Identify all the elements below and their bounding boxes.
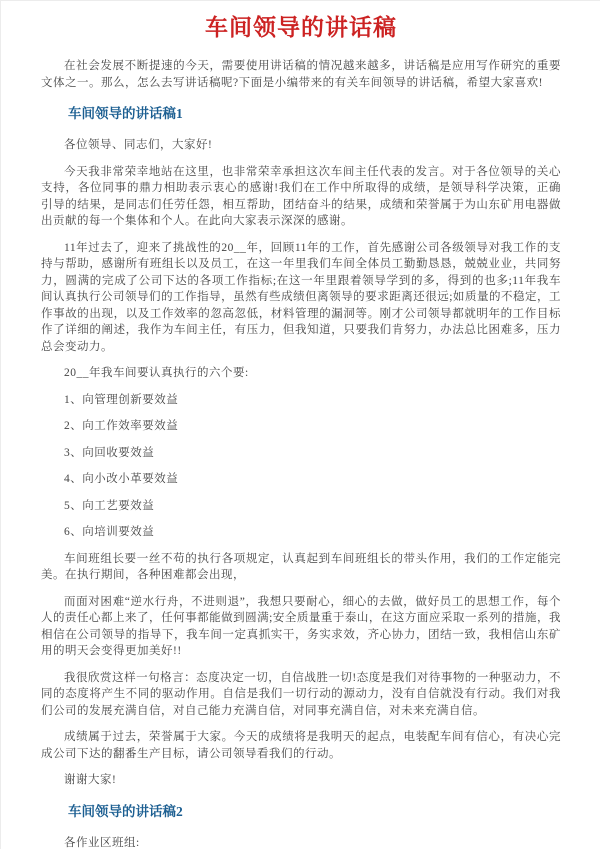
intro-paragraph: 在社会发展不断提速的今天，需要使用讲话稿的情况越来越多，讲话稿是应用写作研究的重要文体之一。那么，怎么去写讲话稿呢?下面是小编带来的有关车间领导的讲话稿，希望大家喜欢! — [41, 58, 561, 91]
speech1-greeting: 各位领导、同志们，大家好! — [41, 137, 561, 154]
speech1-paragraph-1: 今天我非常荣幸地站在这里，也非常荣幸承担这次车间主任代表的发言。对于各位领导的关心支持，各位同事的鼎力相助表示衷心的感谢!我们在工作中所取得的成绩，是领导科学决策，正确引导的结果，是同志们任劳任怨，相互帮助，团结奋斗的结果，成绩和荣誉属于为山东矿用电器做出贡献的每一个集体和个人。在此向大家表示深深的感谢。 — [41, 164, 561, 230]
article-page — [1, 1, 600, 850]
speech1-thanks: 谢谢大家! — [41, 772, 561, 789]
list-item: 1、向管理创新要效益 — [41, 392, 561, 409]
list-item: 6、向培训要效益 — [41, 524, 561, 541]
page-title: 车间领导的讲话稿 — [41, 13, 561, 43]
list-item: 2、向工作效率要效益 — [41, 418, 561, 435]
speech1-paragraph-6: 成绩属于过去，荣誉属于大家。今天的成绩将是我明天的起点，电装配车间有信心，有决心完成公司下达的翻番生产目标，请公司领导看我们的行动。 — [41, 729, 561, 762]
list-item: 4、向小改小革要效益 — [41, 471, 561, 488]
speech1-paragraph-4: 而面对困难“逆水行舟，不进则退”，我想只要耐心，细心的去做，做好员工的思想工作，每个人的责任心都上来了，任何事都能做到圆满;安全质量重于泰山，在这方面应采取一系列的措施，我相信在公司领导的指导下，我车间一定真抓实干，务实求效，齐心协力，团结一致，我相信山东矿用的明天会变得更加美好!! — [41, 594, 561, 660]
speech1-heading: 车间领导的讲话稿1 — [41, 105, 561, 123]
list-item: 3、向回收要效益 — [41, 445, 561, 462]
list-item: 5、向工艺要效益 — [41, 498, 561, 515]
speech1-paragraph-2: 11年过去了，迎来了挑战性的20__年，回顾11年的工作，首先感谢公司各级领导对我工作的支持与帮助，感谢所有班组长以及员工，在这一年里我们车间全体员工勤勤恳恳，兢兢业业，共同努力，圆满的完成了公司下达的各项工作指标;在这一年里跟着领导学到的多，得到的也多;11年我车间认真执行公司领导们的工作指导，虽然有些成绩但离领导的要求距离还很远;如质量的不稳定，工作事故的出现，以及工作效率的忽高忽低，材料管理的漏洞等。刚才公司领导都就明年的工作目标作了详细的阐述，我作为车间主任，有压力，但我知道，只要我们肯努力，办法总比困难多，压力总会变动力。 — [41, 240, 561, 356]
speech1-list-intro: 20__年我车间要认真执行的六个要: — [41, 365, 561, 382]
speech2-heading: 车间领导的讲话稿2 — [41, 803, 561, 821]
speech1-paragraph-3: 车间班组长要一丝不苟的执行各项规定，认真起到车间班组长的带头作用，我们的工作定能完美。在执行期间，各种困难都会出现， — [41, 551, 561, 584]
speech1-paragraph-5: 我很欣赏这样一句格言：态度决定一切，自信战胜一切!态度是我们对待事物的一种驱动力，不同的态度将产生不同的驱动作用。自信是我们一切行动的源动力，没有自信就没有行动。我们对我们公司的发展充满自信，对自己能力充满自信，对同事充满自信，对未来充满自信。 — [41, 670, 561, 720]
speech2-greeting: 各作业区班组: — [41, 835, 561, 851]
